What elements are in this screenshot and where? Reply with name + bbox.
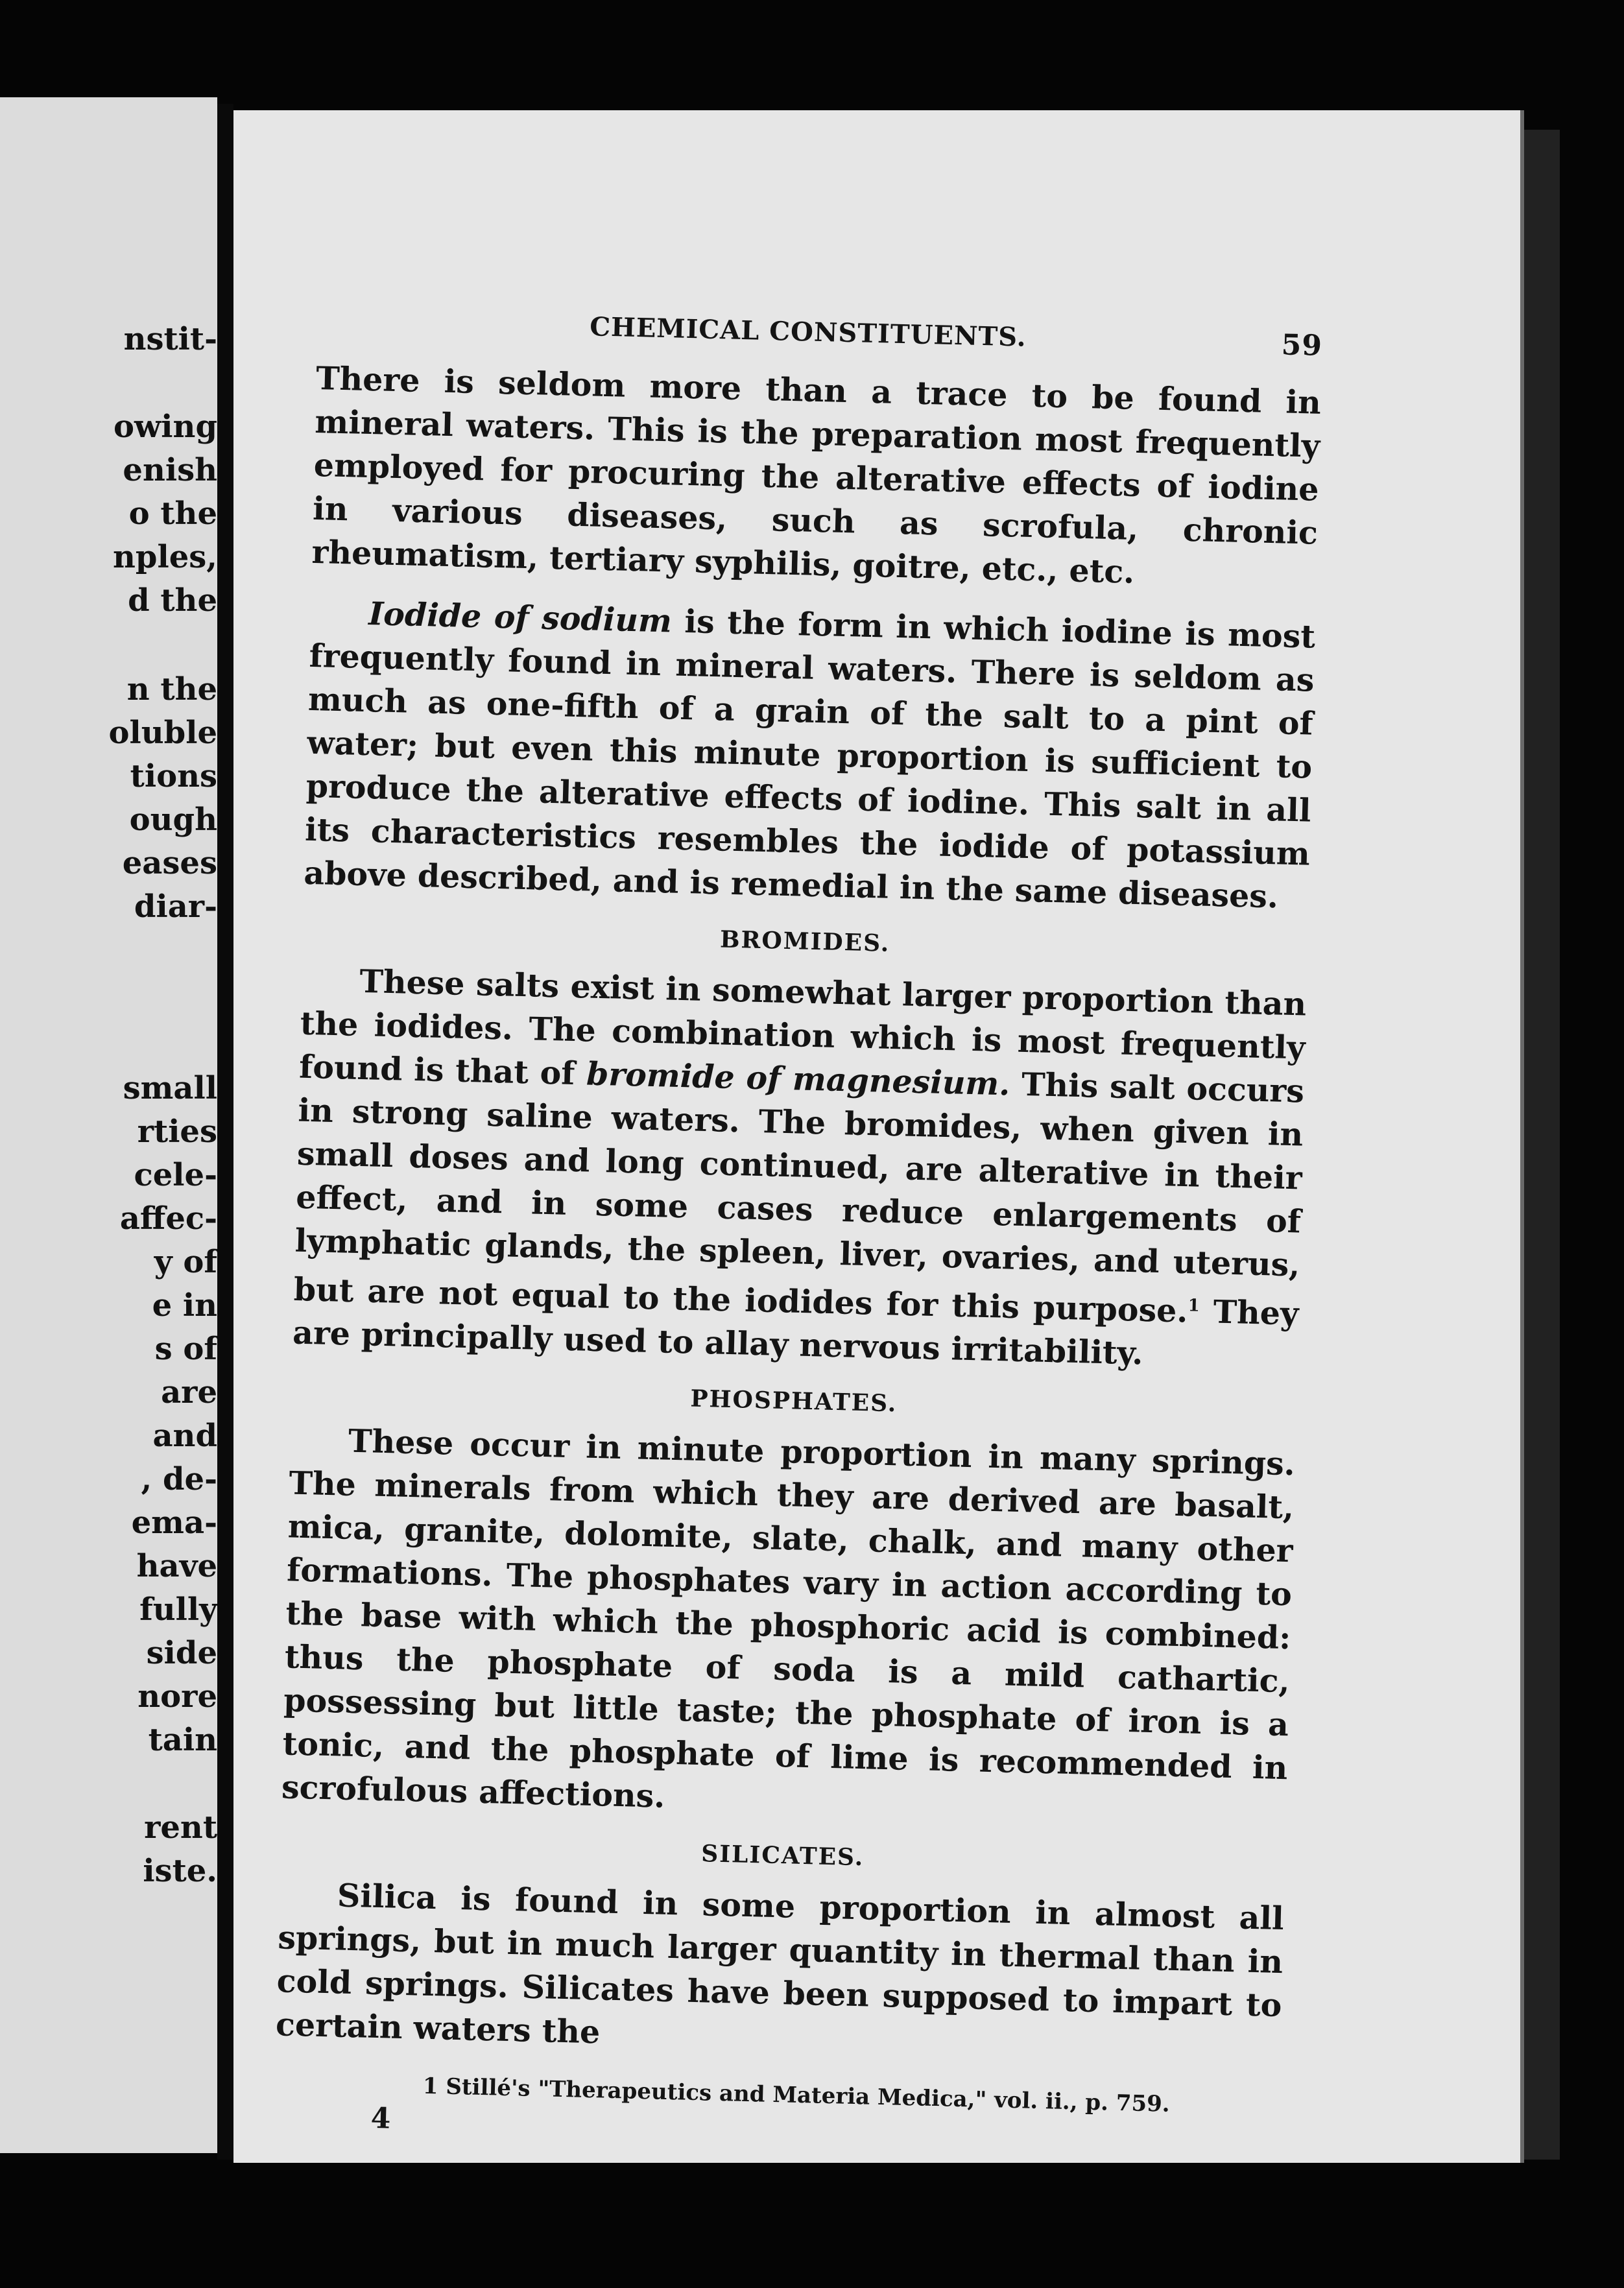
footnote-reference: 1 bbox=[1188, 1296, 1200, 1316]
left-text-line: small bbox=[123, 1070, 217, 1106]
left-text-line: are bbox=[161, 1374, 217, 1411]
paragraph-silicates: Silica is found in some proportion in almost all springs, but in much larger quantity in thermal than in cold springs. Silicates have been supposed to impart to certain waters the bbox=[275, 1876, 1285, 2051]
paragraph-iodide-potassium: There is seldom more than a trace to be found in mineral waters. This is the preparation most frequently employed for procuring the alterative effects of iodine in various diseases, such as scrofula, chronic rheumatism, tertiary syphilis, goitre, etc., etc. bbox=[311, 359, 1322, 591]
paragraph-text: They are principally used to allay nervous irritability. bbox=[292, 1293, 1300, 1372]
left-text-line: enish bbox=[123, 452, 217, 488]
left-text-line: , de- bbox=[141, 1461, 217, 1497]
left-text-line: ema- bbox=[131, 1505, 217, 1541]
left-text-line: owing bbox=[113, 409, 217, 445]
running-title: CHEMICAL CONSTITUENTS. bbox=[589, 311, 1027, 353]
left-text-line: nstit- bbox=[123, 321, 217, 357]
footnote: 1 Stillé's "Therapeutics and Materia Medica," vol. ii., p. 759. bbox=[422, 2073, 1171, 2118]
left-page-fragment bbox=[0, 97, 217, 2153]
paragraph-iodide-sodium bbox=[304, 591, 1316, 920]
left-text-line: and bbox=[152, 1418, 217, 1454]
signature-mark: 4 bbox=[370, 2102, 391, 2136]
left-text-line: fully bbox=[139, 1591, 217, 1628]
page-edge-shadow bbox=[1521, 130, 1560, 2160]
left-text-line: have bbox=[136, 1548, 217, 1584]
left-text-line: s of bbox=[154, 1331, 217, 1367]
left-text-line: eases bbox=[122, 845, 217, 881]
page-number: 59 bbox=[1281, 328, 1323, 363]
left-text-line: nore bbox=[137, 1678, 217, 1715]
paragraph-bromides bbox=[292, 959, 1306, 1379]
left-text-line: iste. bbox=[143, 1853, 217, 1889]
section-heading-silicates: SILICATES. bbox=[700, 1840, 865, 1872]
left-text-line: n the bbox=[126, 671, 217, 708]
section-heading-bromides: BROMIDES. bbox=[719, 925, 890, 957]
left-text-line: o the bbox=[128, 495, 217, 532]
left-text-line: nples, bbox=[113, 539, 217, 575]
left-text-line: tain bbox=[148, 1722, 217, 1758]
page-text-block bbox=[273, 305, 1322, 2157]
book-gutter bbox=[217, 104, 233, 2160]
left-text-line: oluble bbox=[108, 715, 217, 751]
left-text-line: diar- bbox=[134, 888, 217, 925]
left-text-line: ough bbox=[129, 802, 217, 838]
left-text-line: cele- bbox=[134, 1157, 217, 1193]
left-text-line: y of bbox=[154, 1244, 217, 1280]
left-text-line: d the bbox=[128, 582, 217, 619]
italic-term: Iodide of sodium bbox=[368, 595, 673, 640]
left-text-line: side bbox=[146, 1635, 217, 1671]
paragraph-text: These salts exist in somewhat larger proportion than the iodides. The combination which is most frequently found is that of bbox=[298, 962, 1307, 1093]
left-text-line: rent bbox=[144, 1809, 217, 1846]
paragraph-phosphates: These occur in minute proportion in many springs. The minerals from which they are derived are basalt, mica, granite, dolomite, slate, chalk, and many other formations. The phosphates vary in action according to the base with which the phosphoric acid is combined: thus the phosphate of soda is a mild cathartic, possessing but little taste; the phosphate of iron is a tonic, and the phosphate of lime is recommended in scrofulous affections. bbox=[281, 1422, 1296, 1816]
left-text-line: tions bbox=[130, 758, 217, 794]
italic-term: bromide of magnesium. bbox=[586, 1055, 1011, 1103]
book-page bbox=[233, 110, 1524, 2163]
paragraph-text: This salt occurs in strong saline waters. The bromides, when given in small doses and long continued, are alterative in their effect, and in some cases reduce enlargements of lymphatic glands, the spleen, liver, ovaries, and uterus, but are not equal to the iodides for this purpose. bbox=[293, 1065, 1305, 1330]
paragraph-text: is the form in which iodine is most frequently found in mineral waters. There is seldom as much as one-fifth of a grain of the salt to a pint of water; but even this minute proportion is sufficient to produce the alterative effects of iodine. This salt in all its characteristics resembles the iodide of potassium above described, and is remedial in the same diseases. bbox=[303, 602, 1316, 916]
left-text-line: rties bbox=[137, 1114, 217, 1150]
section-heading-phosphates: PHOSPHATES. bbox=[689, 1385, 898, 1418]
left-text-line: e in bbox=[152, 1287, 217, 1324]
left-text-line: affec- bbox=[119, 1200, 217, 1237]
